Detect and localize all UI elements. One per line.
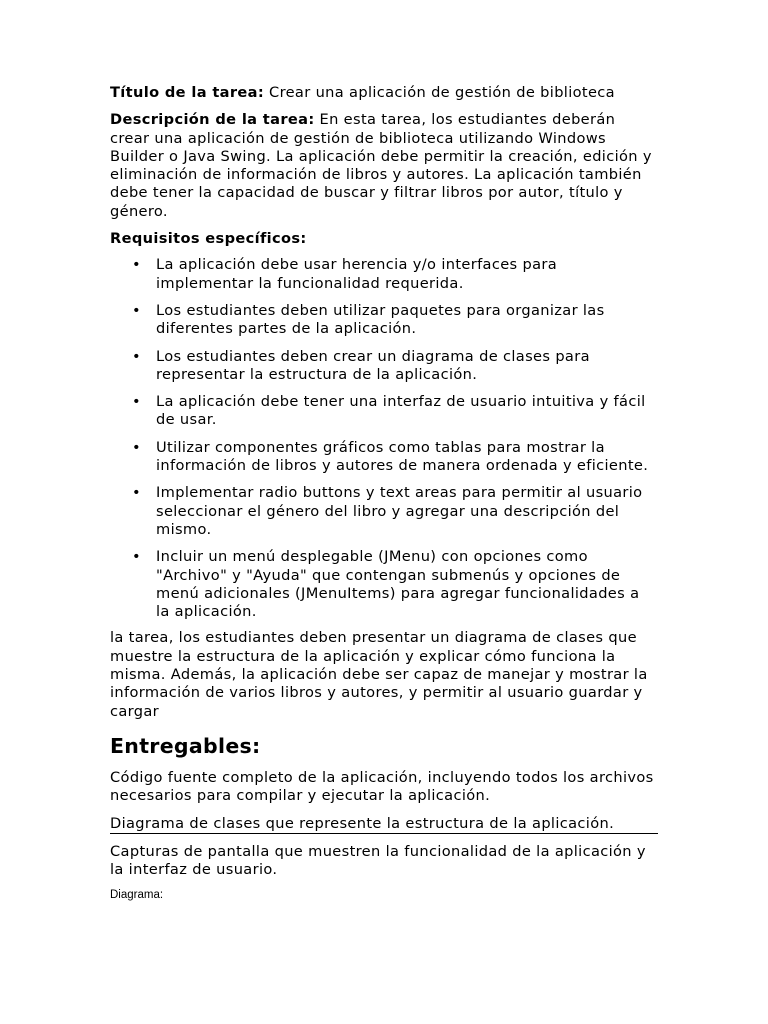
list-item: • La aplicación debe tener una interfaz de usuario intuitiva y fácil de usar. <box>132 393 646 429</box>
list-item: • Implementar radio buttons y text areas para permitir al usuario seleccionar el género del libro y agregar una descripción del mismo. <box>132 484 643 538</box>
task-description-value: En esta tarea, los estudiantes deberán crear una aplicación de gestión de biblioteca utilizando Windows Builder o Java Swing. La aplicación debe permitir la creación, edición y eliminación de información de libros y autores. La aplicación también debe tener la capacidad de buscar y filtrar libros por autor, título y género. <box>110 111 652 220</box>
requirements-heading: Requisitos específicos: <box>110 230 307 248</box>
bullet-icon: • <box>132 438 141 456</box>
document-page <box>110 84 658 902</box>
list-item: • Utilizar componentes gráficos como tablas para mostrar la información de libros y autores de manera ordenada y eficiente. <box>132 438 649 475</box>
deliverable-item-underlined: Diagrama de clases que represente la estructura de la aplicación. <box>110 815 658 834</box>
list-item: • Incluir un menú desplegable (JMenu) con opciones como "Archivo" y "Ayuda" que contengan submenús y opciones de menú adicionales (JMenuItems) para agregar funcionalidades a la aplicación. <box>132 548 640 621</box>
deliverables-heading: Entregables: <box>110 733 261 758</box>
deliverable-item: Código fuente completo de la aplicación, incluyendo todos los archivos necesarios para compilar y ejecutar la aplicación. <box>110 768 654 805</box>
bullet-icon: • <box>132 301 141 319</box>
task-title <box>110 84 658 102</box>
list-item: • Los estudiantes deben utilizar paquetes para organizar las diferentes partes de la aplicación. <box>132 301 605 338</box>
diagram-label: Diagrama: <box>110 889 164 902</box>
task-title-value: Crear una aplicación de gestión de biblioteca <box>264 84 615 101</box>
bullet-icon: • <box>132 484 141 502</box>
deliverable-item: Capturas de pantalla que muestren la funcionalidad de la aplicación y la interfaz de usuario. <box>110 842 646 879</box>
task-description <box>110 111 658 221</box>
bullet-icon: • <box>132 548 141 566</box>
conclusion-paragraph: la tarea, los estudiantes deben presentar un diagrama de clases que muestre la estructura de la aplicación y explicar cómo funciona la misma. Además, la aplicación debe ser capaz de manejar y mostrar la información de varios libros y autores, y permitir al usuario guardar y cargar <box>110 629 648 720</box>
requirements-list <box>110 256 658 621</box>
list-item: • La aplicación debe usar herencia y/o interfaces para implementar la funcionalidad requerida. <box>132 256 558 292</box>
list-item: • Los estudiantes deben crear un diagrama de clases para representar la estructura de la aplicación. <box>132 347 590 383</box>
bullet-icon: • <box>132 347 141 365</box>
task-description-label: Descripción de la tarea: <box>110 111 315 129</box>
bullet-icon: • <box>132 256 141 274</box>
bullet-icon: • <box>132 393 141 411</box>
task-title-label: Título de la tarea: <box>110 84 265 101</box>
